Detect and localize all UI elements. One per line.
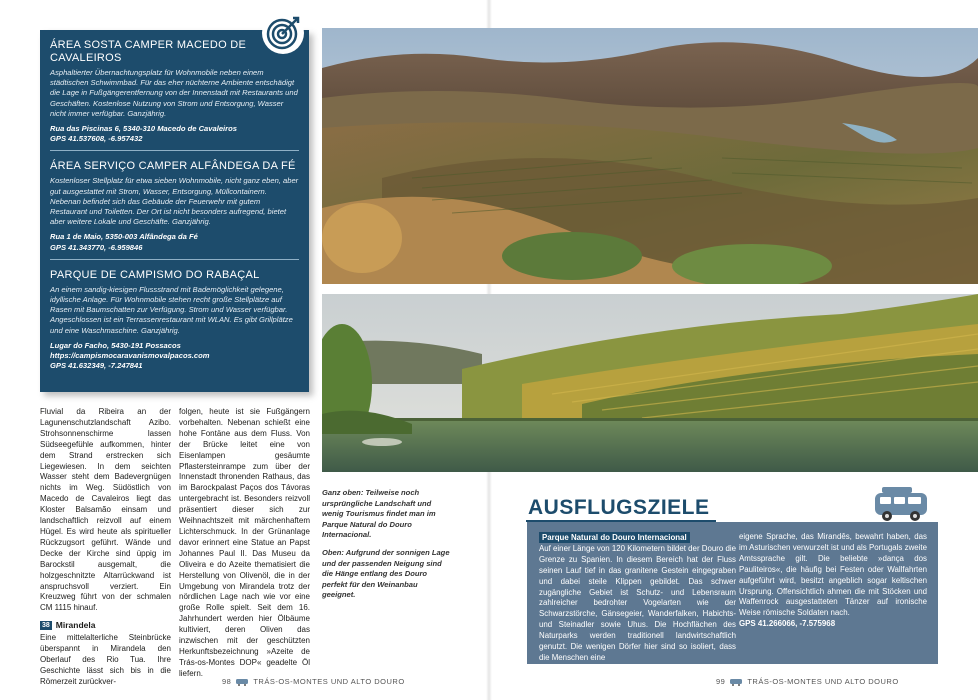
camper-van-icon bbox=[872, 486, 930, 527]
camper-entry bbox=[50, 30, 299, 144]
excursion-box bbox=[527, 522, 938, 664]
camper-entry-title: PARQUE DE CAMPISMO DO RABAÇAL bbox=[50, 268, 260, 281]
camper-entry-address: Lugar do Facho, 5430-191 Possacos bbox=[50, 340, 181, 350]
camper-entry-text: Asphaltierter Übernachtungsplatz für Wohnmobile neben einem städtischen Schwimmbad. Für das eher nüchterne Ambiente entschädigt die Lage in Fußgängerentfernung von der Innenstadt mit Restaurants und Geschäften. Kostenlose Nutzung von Strom und Entsorgung, Wasser nicht immer verfügbar. Ganzjährig. bbox=[50, 68, 298, 118]
page-footer-left bbox=[222, 677, 405, 686]
van-small-icon bbox=[236, 678, 248, 686]
excursion-gps: GPS 41.266066, -7.575968 bbox=[739, 619, 836, 629]
van-small-icon bbox=[730, 678, 742, 686]
douro-vineyard-photo bbox=[322, 294, 978, 472]
target-icon bbox=[262, 12, 304, 54]
excursion-text: Auf einer Länge von 120 Kilometern bildet der Douro die Grenze zu Spanien. In diesem Bereich hat der Fluss seinen Lauf tief in das granitene Gestein eingegraben und dabei steile Klippen gebildet. Das schwer zugängliche Gebiet ist Schutz- und Lebensraum zahlreicher bedrohter Vogelarten wie der Schwarzstörche, Gänsegeier, Wanderfalken, Habichts- und Steinadler sowie Uhus. Die Hochflächen des Naturparks werden traditionell landwirtschaftlich genutzt. Die wenigen Dörfer hier sind so isoliert, dass die Menschen eine bbox=[539, 543, 736, 662]
page-footer-right bbox=[716, 677, 899, 686]
excursion-column-right bbox=[739, 532, 927, 630]
body-paragraph: Fluvial da Ribeira an der Lagunenschutzlandschaft Azibo. Strohsonnenschirme lassen Südseegefühle aufkommen, hinter dem Strand erstrecken sich Liegewiesen. In dem seichten Wasser steht dem Badevergnügen nichts im Weg. Südöstlich von Macedo de Cavaleiros liegt das Kloster Balsamão einsam und landschaftlich reizvoll auf einem Hügel. Es wird heute als spiritueller Rückzugsort geführt. Wände und Decke der Kirche sind üppig im Barockstil ausgemalt, die holzgeschnitzte Altarrückwand ist anspruchsvoll verziert. Ein Kreuzweg führt von der schmalen CM 1115 hinauf. bbox=[40, 407, 171, 613]
camper-info-box bbox=[40, 30, 309, 392]
camper-entry-title: ÁREA SERVIÇO CAMPER ALFÂNDEGA DA FÉ bbox=[50, 160, 296, 173]
camper-entry bbox=[50, 259, 299, 372]
section-number: 38 bbox=[42, 622, 50, 630]
excursion-heading: AUSFLUGSZIELE bbox=[526, 496, 716, 522]
body-column-1 bbox=[40, 407, 171, 688]
douro-landscape-photo bbox=[322, 28, 978, 284]
section-title: Mirandela bbox=[55, 620, 96, 631]
camper-entry-address: Rua das Piscinas 6, 5340-310 Macedo de Cavaleiros bbox=[50, 124, 237, 134]
section-heading bbox=[40, 620, 171, 631]
page-number: 98 bbox=[222, 677, 232, 686]
camper-entry-url[interactable]: https://campismocaravanismovalpacos.com bbox=[50, 351, 210, 361]
camper-entry-gps: GPS 41.632349, -7.247841 bbox=[50, 361, 143, 371]
camper-entry bbox=[50, 150, 299, 252]
caption-bottom: Oben: Aufgrund der sonnigen Lage und der passenden Neigung sind die Hänge entlang des Douro perfekt für den Weinanbau geeignet. bbox=[322, 547, 450, 600]
camper-entry-address: Rua 1 de Maio, 5350-003 Alfândega da Fé bbox=[50, 232, 198, 242]
running-title: TRÁS-OS-MONTES UND ALTO DOURO bbox=[253, 677, 405, 686]
photo-captions bbox=[322, 488, 450, 608]
camper-entry-gps: GPS 41.343770, -6.959846 bbox=[50, 242, 143, 252]
camper-entry-title: ÁREA SOSTA CAMPER MACEDO DE CAVALEIROS bbox=[50, 39, 247, 64]
camper-entry-text: An einem sandig-kiesigen Flussstrand mit Bademöglichkeit gelegene, idyllische Anlage. Für Wohnmobile stehen recht große Stellplätze auf Rasen mit Baumschatten zur Verfügung. Strom und Wasser verfügbar. Angeschlossen ist ein Terrassenrestaurant mit WLAN. Es gibt Grillplätze und eine Waschmaschine. Ganzjährig. bbox=[50, 284, 293, 335]
page-number: 99 bbox=[716, 677, 726, 686]
camper-entry-gps: GPS 41.537608, -6.957432 bbox=[50, 134, 143, 144]
caption-top: Ganz oben: Teilweise noch ursprüngliche Landschaft und wenig Tourismus findet man im Parque Natural do Douro Internacional. bbox=[322, 488, 436, 540]
excursion-column-left bbox=[539, 532, 736, 664]
body-paragraph: folgen, heute ist sie Fußgängern vorbehalten. Nebenan schießt eine hohe Fontäne aus dem Fluss. Von der Brücke leitet eine von Eisenlampen gesäumte Pflastersteinrampe zum über der Innenstadt thronenden Rathaus, das im Barockpalast Paços dos Távoras untergebracht ist. Besonders reizvoll präsentiert dieser sich zur Weihnachtszeit mit märchenhaftem Lichterschmuck. In der Grünanlage davor erinnert eine Statue an Papst Johannes Paul II. Das Museu da Oliveira e do Azeite thematisiert die Herstellung von Olivenöl, die in der Umgebung von Mirandela trotz der nördlichen Lage nach wie vor eine große Rolle spielt. Seit dem 16. Jahrhundert werden hier Ölbäume kultiviert, deren Oliven das inzwischen mit der geschützten Herkunftsbezeichnung »Azeite de Trás-os-Montes DOP« geadelte Öl liefern. bbox=[179, 407, 310, 678]
camper-entry-text: Kostenloser Stellplatz für etwa sieben Wohnmobile, nicht ganz eben, aber gut ausgestattet mit Strom, Wasser, Entsorgung, Müllcontainern. Nebenan befindet sich das Gebäude der Feuerwehr mit gutem Restaurant und Toiletten. Der Ort ist nicht besonders aufregend, bietet aber weitere Lokale und Geschäfte. Ganzjährig. bbox=[50, 176, 299, 227]
body-paragraph: Eine mittelalterliche Steinbrücke überspannt in Mirandela den Oberlauf des Rio Tua. Ihre Geschichte lässt sich bis in die Römerzeit zurückver- bbox=[40, 633, 171, 686]
running-title: TRÁS-OS-MONTES UND ALTO DOURO bbox=[747, 677, 899, 686]
excursion-text: eigene Sprache, das Mirandês, bewahrt haben, das im Asturischen verwurzelt ist und als Portugals zweite Amtssprache gilt. Die beliebte »dança dos Pauliteiros«, die häufig bei Festen oder Wallfahrten aufgeführt wird, besitzt angeblich sogar keltischen Ursprung. Offensichtlich ahmen die mit Stöcken und Waffenrock ausgestatteten Tänzer auf ironische Weise römische Soldaten nach. bbox=[739, 532, 927, 618]
body-column-2 bbox=[179, 407, 310, 680]
excursion-place: Parque Natural do Douro Internacional bbox=[539, 532, 690, 543]
